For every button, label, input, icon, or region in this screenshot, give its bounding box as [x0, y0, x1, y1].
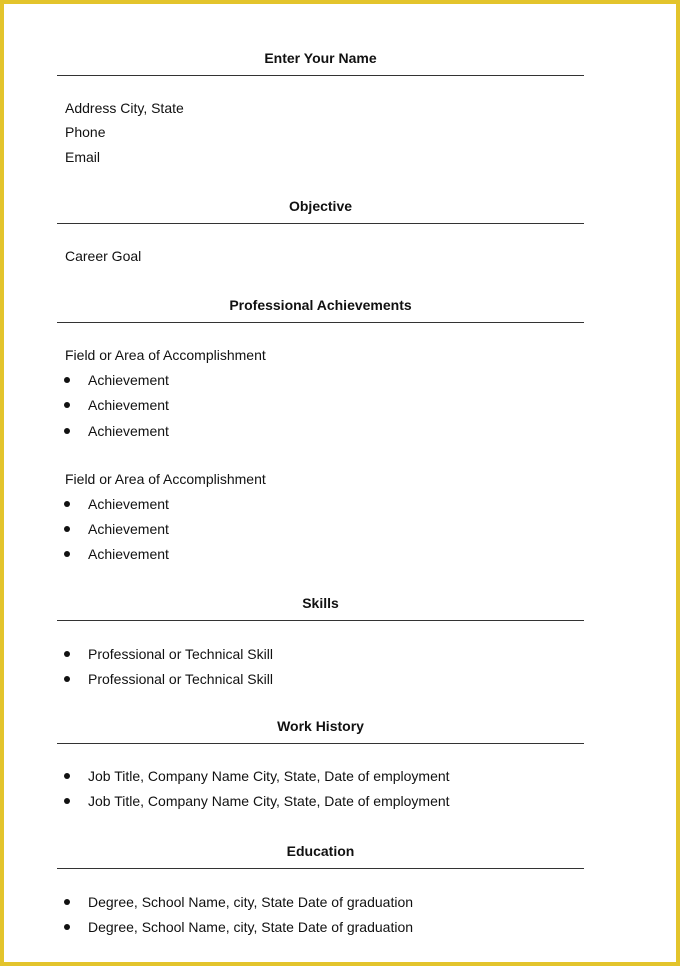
- bullet-icon: [64, 924, 70, 930]
- work-item: Job Title, Company Name City, State, Date of employment: [88, 768, 450, 784]
- skills-heading: Skills: [302, 595, 339, 611]
- bullet-icon: [64, 377, 70, 383]
- education-divider: [57, 868, 584, 869]
- achievement-item: Achievement: [88, 397, 169, 413]
- work-item: Job Title, Company Name City, State, Date of employment: [88, 793, 450, 809]
- education-heading: Education: [286, 843, 355, 859]
- bullet-icon: [64, 428, 70, 434]
- bullet-icon: [64, 676, 70, 682]
- name-heading: Enter Your Name: [264, 50, 377, 66]
- achievement-item: Achievement: [88, 521, 169, 537]
- achievement-item: Achievement: [88, 546, 169, 562]
- bullet-icon: [64, 773, 70, 779]
- achievement-field: Field or Area of Accomplishment: [65, 347, 266, 363]
- phone-line: Phone: [65, 124, 106, 140]
- name-divider: [57, 75, 584, 76]
- work-divider: [57, 743, 584, 744]
- achievement-item: Achievement: [88, 423, 169, 439]
- address-line: Address City, State: [65, 100, 184, 116]
- skill-item: Professional or Technical Skill: [88, 646, 273, 662]
- education-item: Degree, School Name, city, State Date of graduation: [88, 919, 414, 935]
- email-line: Email: [65, 149, 101, 165]
- objective-heading: Objective: [288, 198, 353, 214]
- achievement-item: Achievement: [88, 372, 169, 388]
- achievements-divider: [57, 322, 584, 323]
- achievements-heading: Professional Achievements: [229, 297, 412, 313]
- skills-divider: [57, 620, 584, 621]
- skill-item: Professional or Technical Skill: [88, 671, 273, 687]
- work-heading: Work History: [277, 718, 364, 734]
- bullet-icon: [64, 526, 70, 532]
- bullet-icon: [64, 551, 70, 557]
- achievement-field: Field or Area of Accomplishment: [65, 471, 266, 487]
- bullet-icon: [64, 899, 70, 905]
- bullet-icon: [64, 651, 70, 657]
- objective-text: Career Goal: [65, 248, 142, 264]
- bullet-icon: [64, 402, 70, 408]
- bullet-icon: [64, 501, 70, 507]
- bullet-icon: [64, 798, 70, 804]
- objective-divider: [57, 223, 584, 224]
- education-item: Degree, School Name, city, State Date of graduation: [88, 894, 414, 910]
- achievement-item: Achievement: [88, 496, 169, 512]
